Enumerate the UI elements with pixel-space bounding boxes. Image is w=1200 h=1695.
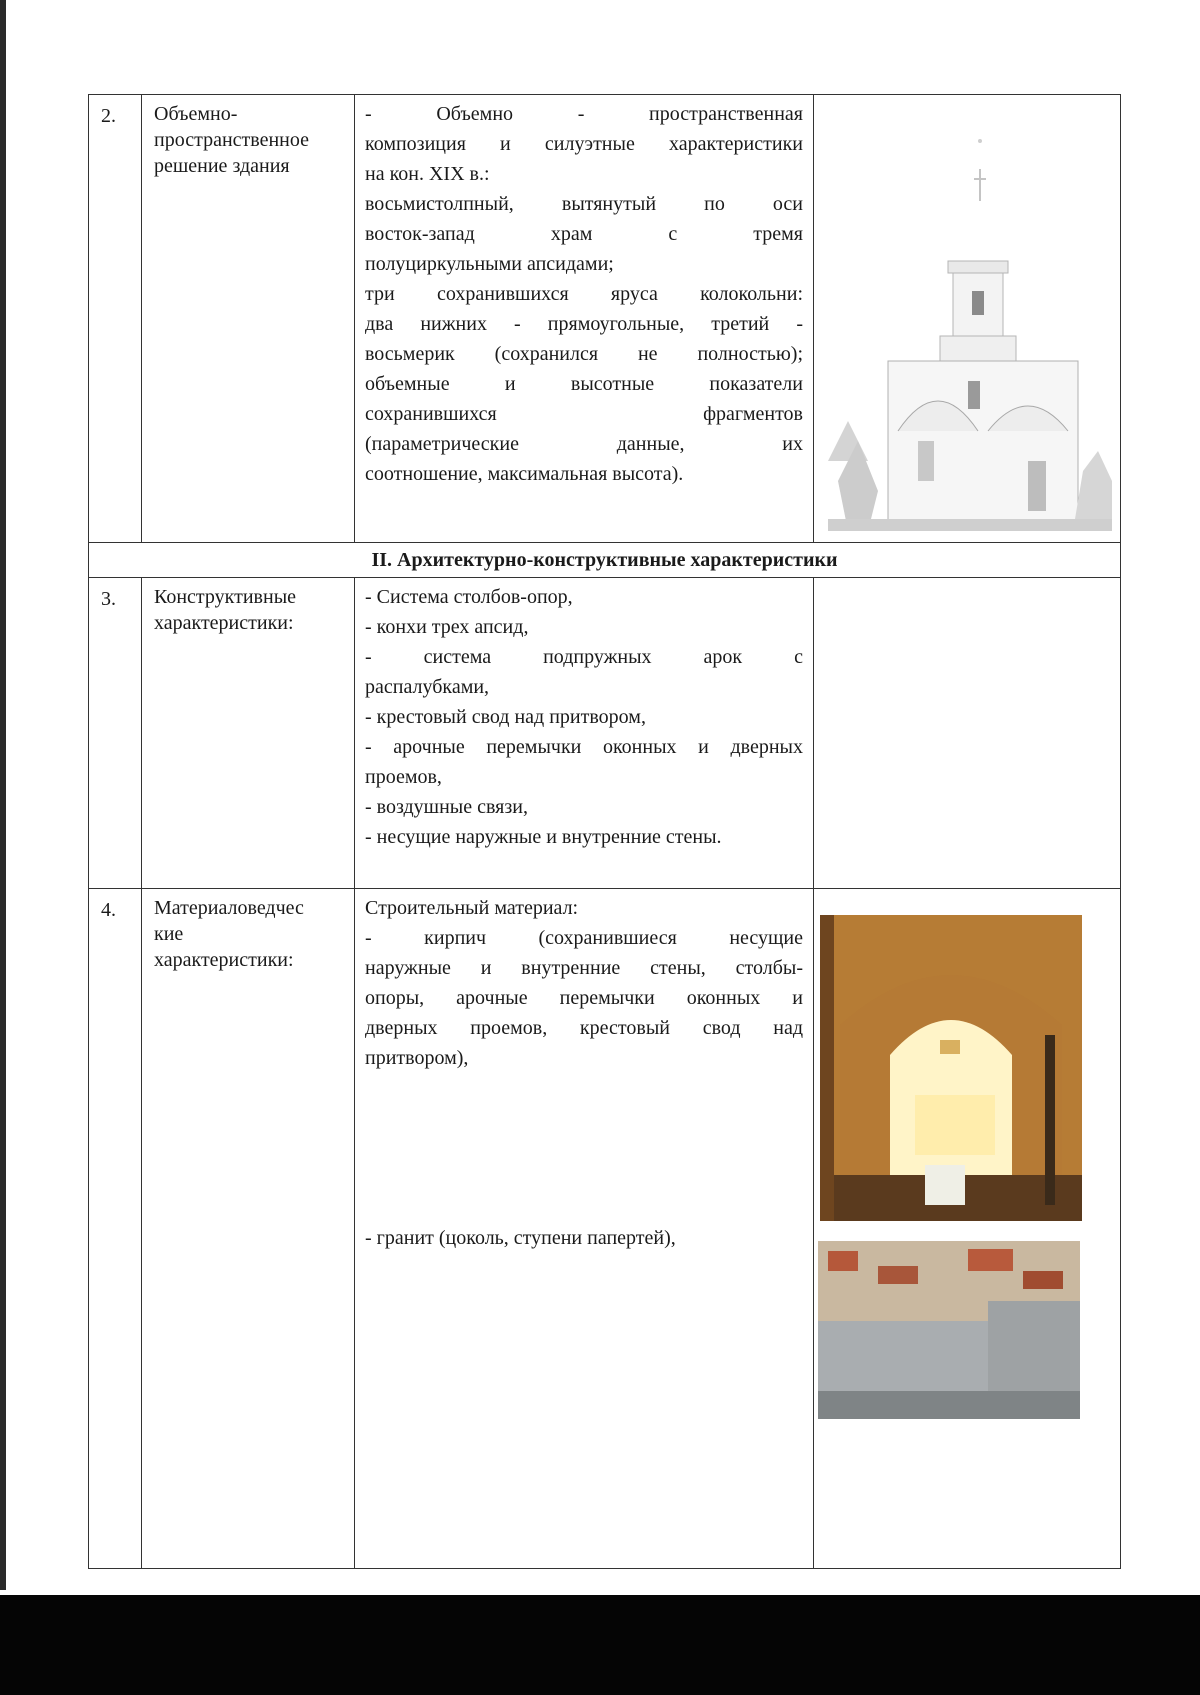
row-title: Объемно- пространственное решение здания <box>142 95 355 543</box>
scan-left-edge <box>0 0 6 1590</box>
section-heading-row <box>89 543 1121 578</box>
row-number: 2. <box>89 95 142 543</box>
row-number: 3. <box>89 578 142 889</box>
scan-bottom-band <box>0 1595 1200 1695</box>
row-description: Строительный материал: - кирпич (сохранившиеся несущие наружные и внутренние стены, столбы- опоры, арочные перемычки оконных и дверных проемов, крестовый свод над притвором), - гранит (цоколь, ступени папертей), <box>355 889 814 1569</box>
granite-plinth-photo <box>818 1241 1080 1419</box>
brick-arch-photo <box>820 915 1082 1221</box>
row-title: Конструктивные характеристики: <box>142 578 355 889</box>
church-sketch-image <box>828 131 1112 531</box>
image-cell <box>814 95 1121 543</box>
image-cell <box>814 889 1121 1569</box>
section-title: II. Архитектурно-конструктивные характеристики <box>89 543 1121 578</box>
table-row <box>89 95 1121 543</box>
characteristics-table <box>88 94 1121 1569</box>
row-title: Материаловедчес кие характеристики: <box>142 889 355 1569</box>
table-row <box>89 578 1121 889</box>
table-row <box>89 889 1121 1569</box>
empty-image-cell <box>814 578 1121 889</box>
row-description: - Система столбов-опор, - конхи трех апсид, - система подпружных арок с распалубками, - крестовый свод над притвором, - арочные перемычки оконных и дверных проемов, - воздушные связи, - несущие наружные и внутренние стены. <box>355 578 814 889</box>
row-description: - Объемно - пространственная композиция и силуэтные характеристики на кон. XIX в.: восьмистолпный, вытянутый по оси восток-запад храм с тремя полуциркульными апсидами; три сохранившихся яруса колокольни: два нижних - прямоугольные, третий - восьмерик (сохранился не полностью); объемные и высотные показатели сохранившихся фрагментов (параметрические данные, их соотношение, максимальная высота). <box>355 95 814 543</box>
row-number: 4. <box>89 889 142 1569</box>
